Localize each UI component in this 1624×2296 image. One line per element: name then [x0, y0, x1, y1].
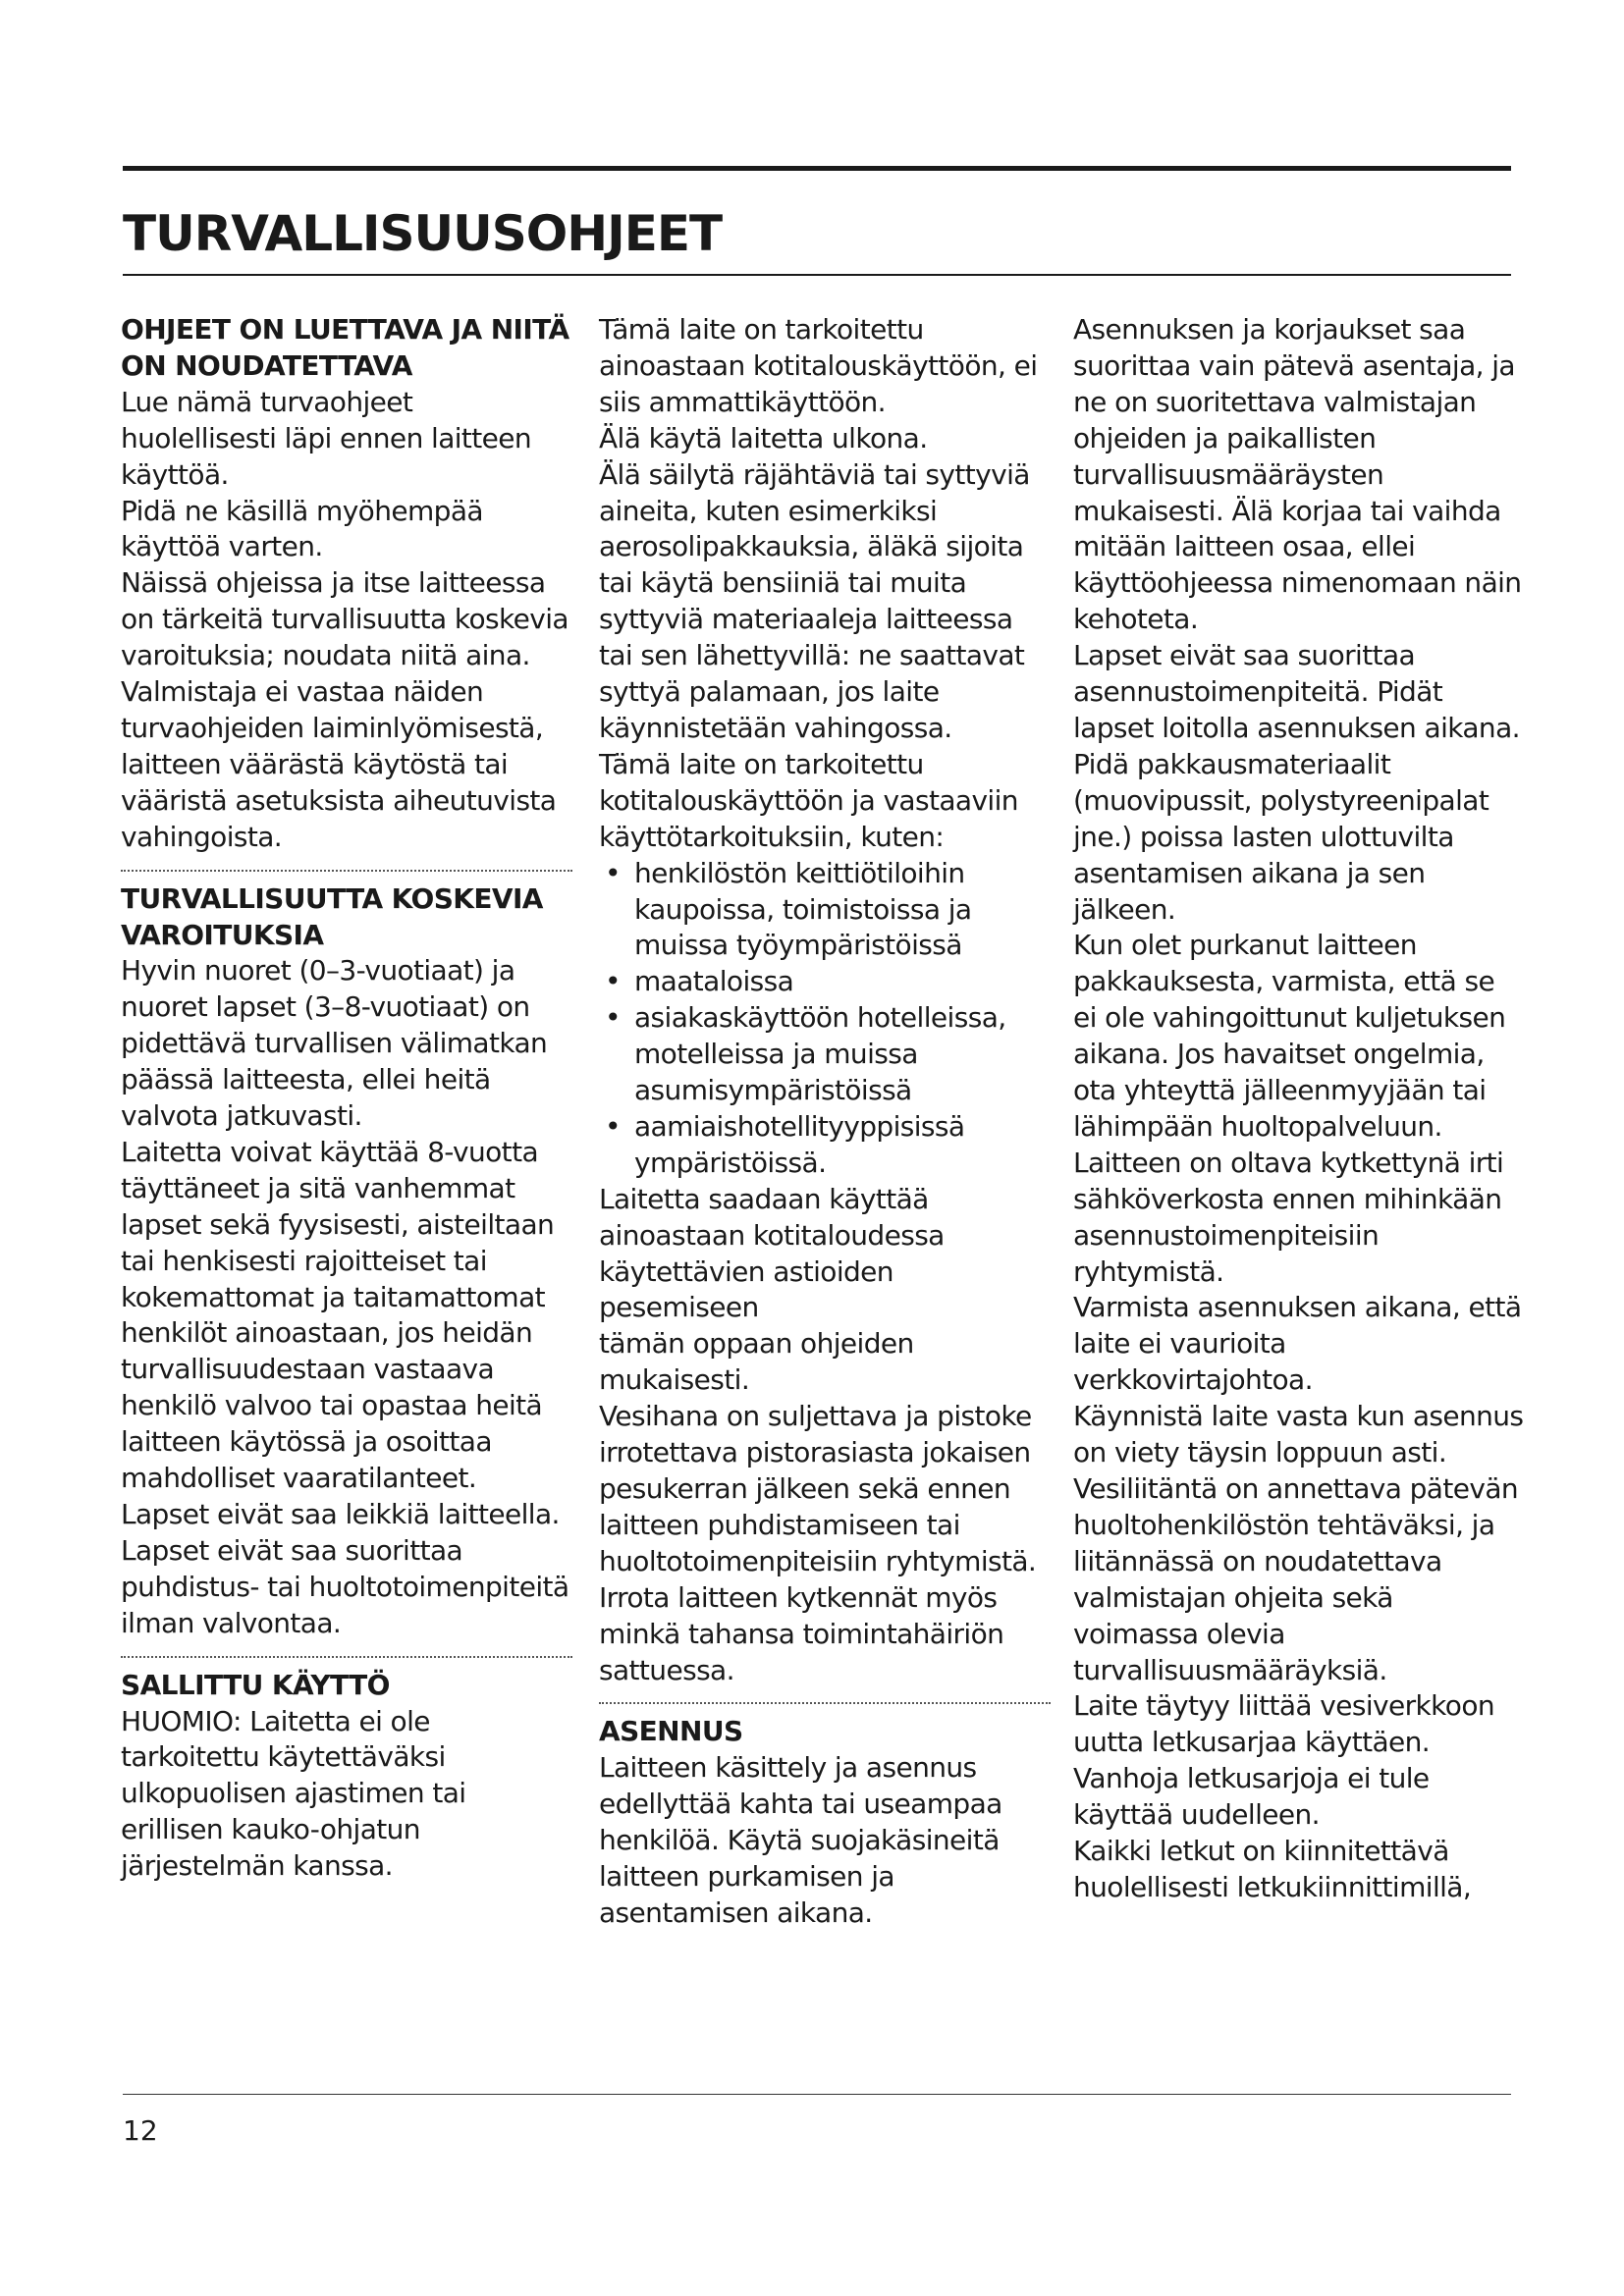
- paragraph: Laitteen käsittely ja asennus edellyttää kahta tai useampaa henkilöä. Käytä suojakäsineitä laitteen purkamisen ja asentamisen aikana.: [599, 1751, 1002, 1929]
- paragraph: Laitteen on oltava kytkettynä irti sähköverkosta ennen mihinkään asennustoimenpiteisiin ryhtymistä.: [1073, 1146, 1504, 1288]
- section-heading-read-and-follow: OHJEET ON LUETTAVA JA NIITÄ ON NOUDATETTAVA: [121, 313, 569, 382]
- paragraph: Hyvin nuoret (0–3-vuotiaat) ja nuoret lapset (3–8-vuotiaat) on pidettävä turvallisen välimatkan päässä laitteesta, ellei heitä valvota jatkuvasti.: [121, 954, 548, 1133]
- paragraph: Tämä laite on tarkoitettu kotitalouskäyttöön ja vastaaviin käyttötarkoituksiin, kuten:: [599, 747, 1018, 853]
- paragraph: Vesihana on suljettava ja pistoke irrotettava pistorasiasta jokaisen pesukerran jälkeen sekä ennen laitteen puhdistamiseen tai huoltotoimenpiteisiin ryhtymistä.: [599, 1400, 1037, 1577]
- paragraph: Lapset eivät saa suorittaa asennustoimenpiteitä. Pidät lapset loitolla asennuksen aikana. Pidä pakkausmateriaalit (muovipussit, polystyreenipalat jne.) poissa lasten ulottuvilta asentamisen aikana ja sen jälkeen.: [1073, 639, 1520, 926]
- dotted-separator: [599, 1702, 1051, 1704]
- title-rule: [123, 274, 1511, 276]
- column-1: [121, 312, 572, 1885]
- paragraph: Varmista asennuksen aikana, että laite ei vaurioita verkkovirtajohtoa.: [1073, 1291, 1522, 1397]
- paragraph: Lapset eivät saa leikkiä laitteella. Lapset eivät saa suorittaa puhdistus- tai huoltotoimenpiteitä ilman valvontaa.: [121, 1498, 569, 1639]
- list-item: • aamiaishotellityyppisissä ympäristöissä.: [599, 1109, 1051, 1182]
- list-item: • asiakaskäyttöön hotelleissa, motelleissa ja muissa asumisympäristöissä: [599, 1000, 1051, 1109]
- paragraph: Käynnistä laite vasta kun asennus on viety täysin loppuun asti.: [1073, 1400, 1524, 1469]
- paragraph: Laitetta saadaan käyttää ainoastaan kotitaloudessa käytettävien astioiden pesemiseen: [599, 1182, 945, 1324]
- paragraph: HUOMIO: Laitetta ei ole tarkoitettu käytettäväksi ulkopuolisen ajastimen tai erillisen kauko-ohjatun järjestelmän kanssa.: [121, 1704, 466, 1883]
- paragraph: Laite täytyy liittää vesiverkkoon uutta letkusarjaa käyttäen. Vanhoja letkusarjoja ei tule käyttää uudelleen.: [1073, 1689, 1494, 1832]
- paragraph: Älä säilytä räjähtäviä tai syttyviä aineita, kuten esimerkiksi aerosolipakkauksia, äläkä sijoita tai käytä bensiiniä tai muita syttyviä materiaaleja laitteessa tai sen lähettyvillä: ne saattavat syttyä palamaan, jos laite käynnistetään vahingossa.: [599, 457, 1030, 744]
- paragraph: Kun olet purkanut laitteen pakkauksesta, varmista, että se ei ole vahingoittunut kuljetuksen aikana. Jos havaitset ongelmia, ota yhteyttä jälleenmyyjään tai lähimpään huoltopalveluun.: [1073, 929, 1506, 1143]
- paragraph: Pidä ne käsillä myöhempää käyttöä varten.: [121, 494, 483, 563]
- dotted-separator: [121, 870, 572, 872]
- column-3: [1073, 312, 1525, 1906]
- paragraph: Lue nämä turvaohjeet huolellisesti läpi ennen laitteen käyttöä.: [121, 385, 532, 491]
- usage-list: [599, 856, 1051, 1182]
- footer-rule: [123, 2094, 1511, 2095]
- paragraph: tämän oppaan ohjeiden mukaisesti.: [599, 1327, 914, 1397]
- paragraph: Älä käytä laitetta ulkona.: [599, 421, 928, 454]
- page-number: 12: [123, 2114, 158, 2147]
- paragraph: Kaikki letkut on kiinnitettävä huolellisesti letkukiinnittimillä,: [1073, 1835, 1472, 1903]
- section-heading-permitted-use: SALLITTU KÄYTTÖ: [121, 1668, 390, 1701]
- list-item: • maataloissa: [599, 964, 1051, 1000]
- top-rule: [123, 166, 1511, 171]
- paragraph: Laitetta voivat käyttää 8-vuotta täyttäneet ja sitä vanhemmat lapset sekä fyysisesti, aisteiltaan tai henkisesti rajoitteiset tai kokemattomat ja taitamattomat henkilöt ainoastaan, jos heidän turvallisuudestaan vastaava henkilö valvoo tai opastaa heitä laitteen käytössä ja osoittaa mahdolliset vaaratilanteet.: [121, 1135, 555, 1495]
- paragraph: Vesiliitäntä on annettava pätevän huoltohenkilöstön tehtäväksi, ja liitännässä on noudatettava valmistajan ohjeita sekä voimassa olevia turvallisuusmääräyksiä.: [1073, 1472, 1519, 1686]
- paragraph: Näissä ohjeissa ja itse laitteessa on tärkeitä turvallisuutta koskevia varoituksia; noudata niitä aina.: [121, 566, 568, 672]
- page-title: TURVALLISUUSOHJEET: [123, 205, 723, 262]
- section-heading-safety-warnings: TURVALLISUUTTA KOSKEVIA VAROITUKSIA: [121, 881, 543, 951]
- list-item: • henkilöstön keittiötiloihin kaupoissa, toimistoissa ja muissa työympäristöissä: [599, 856, 1051, 965]
- dotted-separator: [121, 1656, 572, 1658]
- paragraph: Valmistaja ei vastaa näiden turvaohjeiden laiminlyömisestä, laitteen väärästä käytöstä tai vääristä asetuksista aiheutuvista vahingoista.: [121, 675, 557, 853]
- paragraph: Tämä laite on tarkoitettu ainoastaan kotitalouskäyttöön, ei siis ammattikäyttöön.: [599, 313, 1038, 418]
- paragraph: Asennuksen ja korjaukset saa suorittaa vain pätevä asentaja, ja ne on suoritettava valmistajan ohjeiden ja paikallisten turvallisuusmääräysten mukaisesti. Älä korjaa tai vaihda mitään laitteen osaa, ellei käyttöohjeessa nimenomaan näin kehoteta.: [1073, 313, 1522, 636]
- paragraph: Irrota laitteen kytkennät myös minkä tahansa toimintahäiriön sattuessa.: [599, 1580, 1004, 1686]
- section-heading-installation: ASENNUS: [599, 1715, 743, 1748]
- column-2: [599, 312, 1051, 1932]
